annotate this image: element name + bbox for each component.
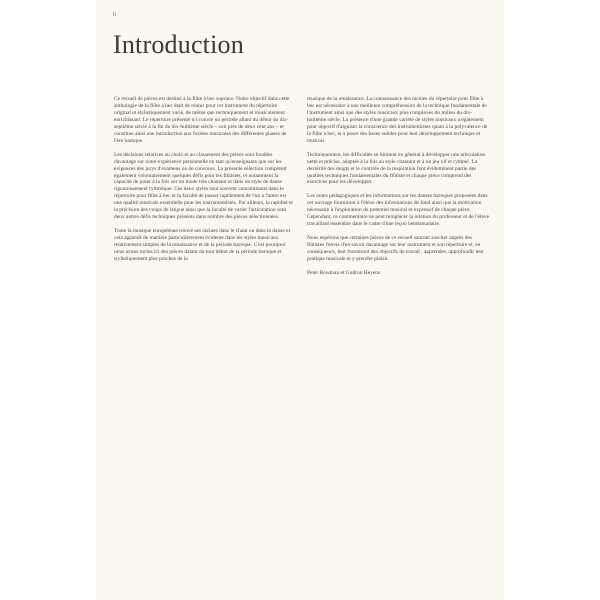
page-number: 6 bbox=[113, 12, 116, 18]
paragraph: Techniquement, les difficultés se limitent en général à développer une articulation nette et précise, adaptée à la fois au style chantant et à un jeu vif et rythmé. La dextérité des doigts et le contrôle de la respiration font évidemment partie des qualités techniques fondamentales du flûtiste et chaque pièce comprend des exercices pour les développer. bbox=[307, 151, 486, 186]
paragraph: Les notes pédagogiques et les informations sur les danses baroques proposées dans cet ouvrage fourniront à l'élève des informations de fond ainsi que la motivation nécessaire à l'exploration du potentiel musical et expressif de chaque pièce. Cependant, ce commentaire ne peut remplacer la relation du professeur et de l'élève travaillant ensemble dans le cadre d'une leçon hebdomadaire. bbox=[307, 193, 489, 228]
paragraph: musique de la renaissance. La connaissance des racines du répertoire pour flûte à bec est nécessaire à une meilleure compréhension de la technique fondamentale de l'instrument ainsi que des styles musicaux plus complexes du milieu du dix-huitième siècle. La présence d'une grande variété de styles musicaux a également pour objectif d'aiguiser la conscience des instrumentistes quant à la polyvalence de la flûte à bec, et à poser des bases solides pour leur développement technique et musical. bbox=[307, 96, 488, 144]
paragraph: Toute la musique européenne trouve ses racines dans le chant ou dans la danse et cela apparaît de manière particulièrement évidente dans les styles musicaux relativement simples de la renaissance et de la période baroque. C'est pourquoi nous avons inclus ici des pièces datant du tout début de la période baroque et stylistiquement plus proches de la bbox=[114, 228, 290, 263]
page-title: Introduction bbox=[113, 30, 244, 59]
signature: Peter Bowman et Gudrun Heyens bbox=[307, 270, 381, 277]
right-column bbox=[307, 96, 489, 284]
paragraph: Nous espérons que certaines pièces de ce recueil sauront susciter auprès des flûtistes l'envie d'en savoir davantage sur leur instrument et son répertoire et, en conséquence, leur fourniront des objectifs de travail : apprendre, approfondir leur pratique musicale et y prendre plaisir. bbox=[307, 235, 484, 263]
left-column bbox=[114, 96, 294, 270]
paragraph: Les décisions relatives au choix et au classement des pièces sont fondées davantage sur notre expérience personnelle en tant qu'enseignants que sur les exigences des jurys d'examens ou de concours. La présente sélection comprend également volontairement quelques défis pour les flûtistes, et notamment la capacité de jouer à la fois sur un mode très chantant et dans un style de danse rigoureusement rythmique. Ces deux styles sont souvent concomitants dans le répertoire pour flûte à bec et la faculté de passer rapidement de l'un à l'autre est une qualité musicale essentielle pour les instrumentistes. Par ailleurs, la rapidité et la précision des coups de langue ainsi que la faculté de varier l'articulation sont deux autres défis techniques présents dans nombre des pièces sélectionnées. bbox=[114, 151, 293, 221]
book-page bbox=[96, 0, 504, 600]
paragraph: Ce recueil de pièces est destiné à la flûte à bec soprano. Notre objectif dans cette anthologie de la flûte à bec était de réunir pour cet instrument du répertoire original et stylistiquement varié, de même que techniquement et musicalement enrichissant. Le répertoire présenté ici couvre un période allant du début du dix-septième siècle à la fin du dix-huitième siècle – soit près de deux cent ans – et constitue ainsi une introduction aux formes musicales des différentes phases de l'ère baroque. bbox=[114, 96, 290, 144]
